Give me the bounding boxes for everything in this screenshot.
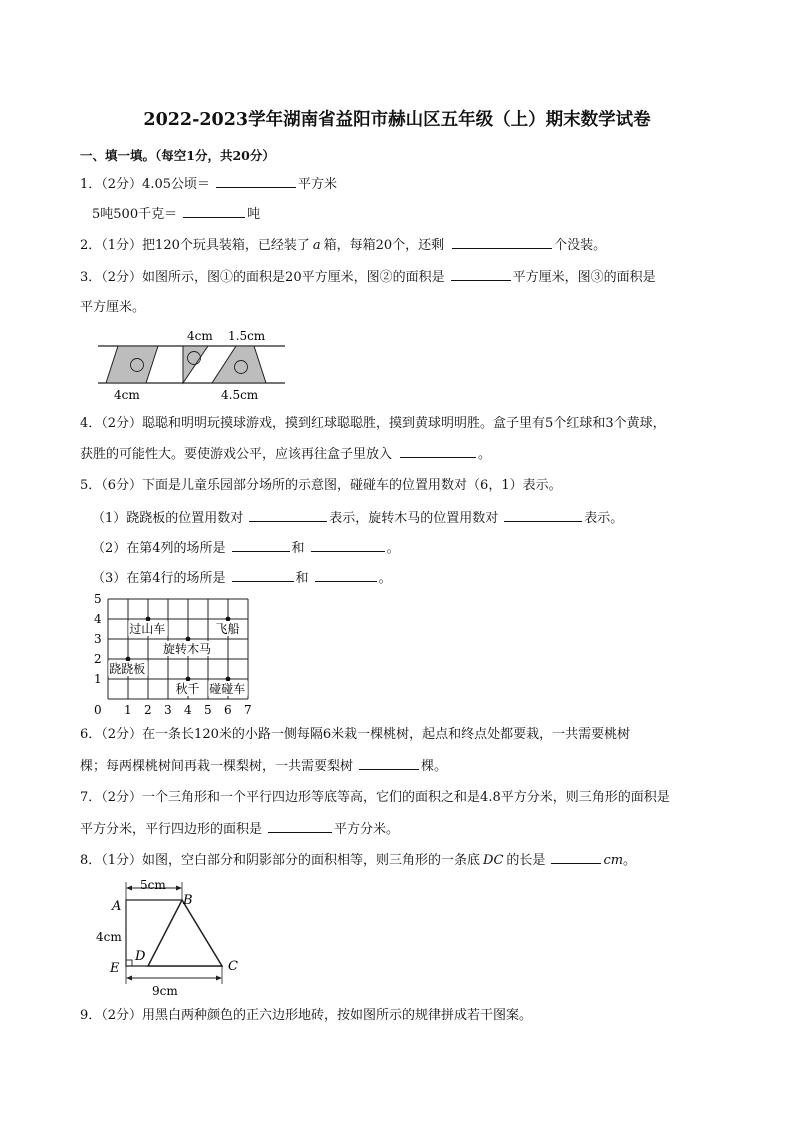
q4-blank[interactable] [400,445,476,458]
question-4-line-1 [80,415,666,433]
q8-text-a: 8．（1分）如图，空白部分和阴影部分的面积相等，则三角形的一条底 [80,853,481,868]
q8-point-b: B [183,893,193,908]
place-label: 碰碰车 [209,682,246,696]
q5-sub1-c: 表示。 [584,511,624,526]
q8-dim-bottom: 9cm [152,984,178,998]
q1-text-a: 1．（2分）4.05公顷＝ [80,177,210,192]
q8-unit: cm [603,853,624,868]
question-6-line-1 [80,726,630,744]
q5-sub3-a: （3）在第4行的场所是 [92,571,226,586]
q6-blank[interactable] [359,757,419,770]
place-point [146,617,151,622]
q8-text-b: 的长是 [506,853,546,868]
place-label: 跷跷板 [109,662,146,676]
x-tick-label: 3 [164,703,172,716]
question-1-line-2 [92,205,260,224]
page-title: 2022-2023学年湖南省益阳市赫山区五年级（上）期末数学试卷 [143,110,651,130]
y-tick-label: 3 [94,632,102,646]
q5-sub1-blank-1[interactable] [249,509,327,522]
question-5-sub-3 [92,569,392,588]
q8-point-d: D [135,949,146,964]
q2-blank[interactable] [452,236,552,249]
y-tick-label: 4 [94,612,102,626]
q5-sub2-a: （2）在第4列的场所是 [92,541,226,556]
question-5-sub-1 [92,509,623,528]
q3-label-top-left: 4cm [187,329,213,343]
q6-text-a: 6．（2分）在一条长120米的小路一侧每隔6米栽一棵桃树，起点和终点处都要栽，一共需要桃树 [80,727,631,742]
question-5-sub-2 [92,539,400,558]
q2-text-b: 箱，每箱20个，还剩 [323,238,445,253]
q6-text-c: 棵。 [421,759,448,774]
question-3-line-1 [80,268,656,287]
question-1-line-1 [80,175,337,194]
q5-sub3-c: 。 [378,571,392,586]
y-tick-label: 5 [94,594,102,606]
question-2 [80,236,606,255]
q8-point-c: C [228,959,238,974]
q5-sub3-blank-2[interactable] [315,569,377,582]
q7-text-a: 7．（2分）一个三角形和一个平行四边形等底等高，它们的面积之和是4.8平方分米，则三角形的面积是 [80,790,670,805]
question-9 [80,1007,532,1025]
x-tick-label: 7 [244,703,252,716]
q1-text-b: 平方米 [298,177,338,192]
place-point [186,637,191,642]
q3-text-b: 平方厘米，图③的面积是 [512,270,656,285]
question-7-line-2 [80,820,399,839]
y-tick-label: 1 [94,672,102,686]
q7-blank[interactable] [268,820,332,833]
y-tick-label: 2 [94,652,102,666]
x-tick-label: 0 [94,703,102,716]
place-label: 飞船 [215,622,240,636]
q5-sub2-blank-1[interactable] [232,539,290,552]
q2-text-a: 2．（1分）把120个玩具装箱，已经装了 [80,238,310,253]
q5-sub2-c: 。 [386,541,400,556]
question-8 [80,851,636,870]
question-6-line-2 [80,757,447,776]
q5-sub1-blank-2[interactable] [504,509,582,522]
place-point [226,617,231,622]
place-label: 旋转木马 [163,642,212,656]
place-label: 秋千 [175,682,200,696]
q3-blank-1[interactable] [451,268,511,281]
q6-text-b: 棵；每两棵桃树间再栽一棵梨树，一共需要梨树 [80,759,354,774]
x-tick-label: 5 [204,703,212,716]
q1-text-c: 5吨500千克＝ [92,207,178,222]
place-point [226,677,231,682]
q3-text-a: 3．（2分）如图所示，图①的面积是20平方厘米，图②的面积是 [80,270,445,285]
question-7-line-1 [80,789,670,807]
q4-text-b: 获胜的可能性大。要使游戏公平，应该再往盒子里放入 [80,447,393,462]
q5-coordinate-grid [88,594,258,716]
q7-text-c: 平方分米。 [334,822,400,837]
q2-text-c: 个没装。 [554,238,607,253]
q3-text-c: 平方厘米。 [80,300,146,315]
q3-parallelogram-figure [90,326,290,402]
q8-dim-left: 4cm [96,930,122,944]
q5-sub2-b: 和 [291,541,305,556]
place-label: 过山车 [129,622,166,636]
q7-text-b: 平方分米，平行四边形的面积是 [80,822,263,837]
x-tick-label: 6 [224,703,232,716]
q8-blank[interactable] [551,851,601,864]
q8-var: DC [483,853,504,868]
q8-text-c: 。 [623,853,637,868]
q5-sub3-blank-1[interactable] [232,569,294,582]
q4-text-a: 4．（2分）聪聪和明明玩摸球游戏，摸到红球聪聪胜，摸到黄球明明胜。盒子里有5个红球和3个黄球， [80,416,666,431]
q5-sub2-blank-2[interactable] [311,539,385,552]
q8-trapezoid-figure [92,874,252,998]
q3-label-bottom-right: 4.5cm [221,388,259,402]
q1-text-d: 吨 [247,207,261,222]
q4-text-c: 。 [478,447,492,462]
q8-point-a: A [112,899,122,914]
question-5-line-1 [80,477,562,495]
q2-var: a [312,238,321,253]
q1-blank-1[interactable] [216,175,296,188]
x-tick-label: 4 [184,703,192,716]
q3-label-top-right: 1.5cm [228,329,266,343]
q5-sub3-b: 和 [295,571,309,586]
q8-dim-top: 5cm [140,878,166,892]
q5-sub1-a: （1）跷跷板的位置用数对 [92,511,244,526]
q1-blank-2[interactable] [183,205,245,218]
x-tick-label: 2 [144,703,152,716]
q9-text: 9．（2分）用黑白两种颜色的正六边形地砖，按如图所示的规律拼成若干图案。 [80,1008,533,1023]
place-point [186,677,191,682]
q8-point-e: E [110,961,120,976]
q5-sub1-b: 表示，旋转木马的位置用数对 [329,511,499,526]
section-heading: 一、填一填。（每空1分，共20分） [80,148,275,163]
x-tick-label: 1 [124,703,132,716]
q3-label-bottom-left: 4cm [114,388,140,402]
place-point [126,657,131,662]
question-4-line-2 [80,445,491,464]
question-3-line-2 [80,299,145,317]
q5-text-a: 5．（6分）下面是儿童乐园部分场所的示意图，碰碰车的位置用数对（6，1）表示。 [80,478,562,493]
